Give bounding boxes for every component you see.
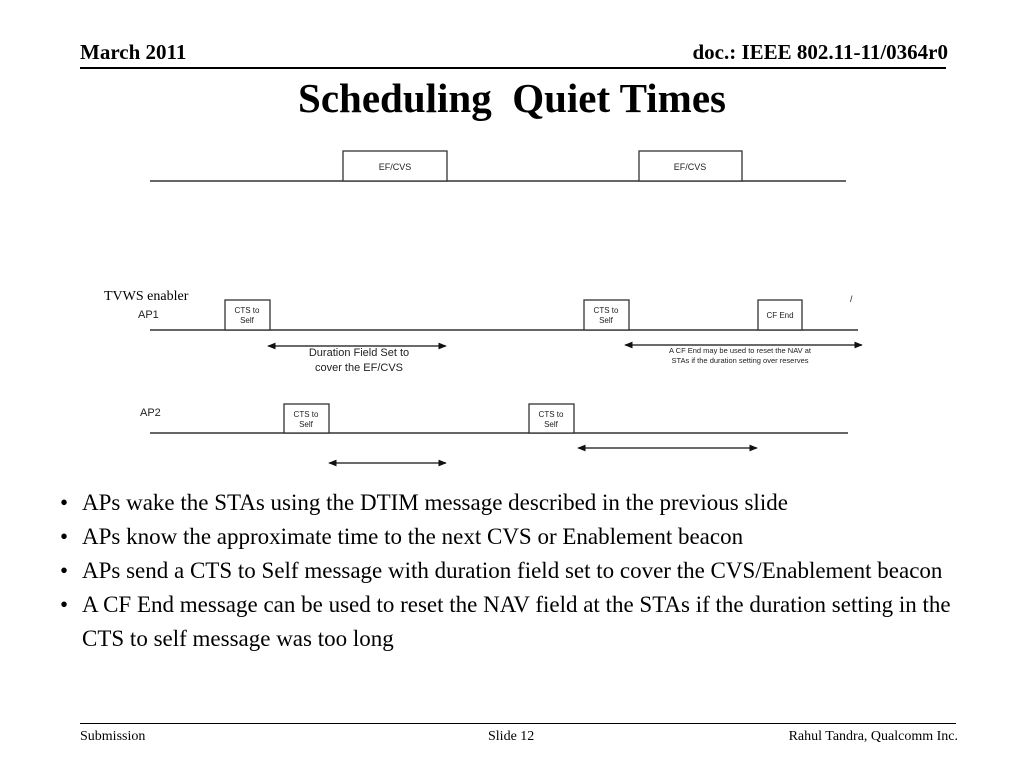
bullet-list bbox=[60, 486, 980, 656]
bullet-item bbox=[60, 554, 980, 588]
tvws-enabler-label: TVWS enabler bbox=[104, 289, 189, 304]
ap2-label: AP2 bbox=[140, 407, 161, 419]
svg-text:CTS to: CTS to bbox=[538, 410, 564, 419]
slide-number: Slide 12 bbox=[488, 729, 535, 744]
cf-end-note-line2: STAs if the duration setting over reserves bbox=[671, 356, 809, 365]
footer-author: Rahul Tandra, Qualcomm Inc. bbox=[788, 729, 958, 744]
svg-text:CTS to: CTS to bbox=[293, 410, 319, 419]
svg-text:Self: Self bbox=[544, 420, 558, 429]
ef-cvs-block bbox=[343, 151, 447, 181]
svg-text:Self: Self bbox=[599, 316, 613, 325]
ap1-tick-mark: / bbox=[850, 294, 853, 304]
bullet-item bbox=[60, 520, 980, 554]
ap1-cf-end-block bbox=[758, 300, 802, 330]
bullet-item bbox=[60, 486, 980, 520]
ef-cvs-block bbox=[639, 151, 742, 181]
svg-text:EF/CVS: EF/CVS bbox=[378, 162, 412, 172]
ap2-cts-block bbox=[529, 404, 574, 433]
ap1-label: AP1 bbox=[138, 309, 159, 321]
bullet-text: APs know the approximate time to the next CVS or Enablement beacon bbox=[82, 524, 744, 549]
ap2-cts-block bbox=[284, 404, 329, 433]
header-date: March 2011 bbox=[80, 40, 187, 64]
footer-submission: Submission bbox=[80, 729, 146, 744]
header-doc-id: doc.: IEEE 802.11-11/0364r0 bbox=[692, 40, 948, 64]
bullet-marker: • bbox=[60, 490, 69, 515]
svg-text:CTS to: CTS to bbox=[593, 306, 619, 315]
slide-title: Scheduling Quiet Times bbox=[298, 75, 726, 121]
svg-text:EF/CVS: EF/CVS bbox=[673, 162, 707, 172]
cf-end-note-line1: A CF End may be used to reset the NAV at bbox=[668, 346, 812, 355]
footer-rule bbox=[80, 723, 956, 724]
bullet-marker: • bbox=[60, 524, 69, 549]
bullet-text: APs send a CTS to Self message with duration field set to cover the CVS/Enablement beacon bbox=[82, 558, 943, 583]
bullet-marker: • bbox=[60, 592, 69, 617]
ap1-cts-block bbox=[225, 300, 270, 330]
bullet-marker: • bbox=[60, 558, 69, 583]
svg-text:CTS to: CTS to bbox=[234, 306, 260, 315]
svg-text:CF End: CF End bbox=[766, 311, 794, 320]
duration-note-line2: cover the EF/CVS bbox=[314, 362, 404, 374]
bullet-item bbox=[60, 588, 980, 656]
ap1-cts-block bbox=[584, 300, 629, 330]
duration-note-line1: Duration Field Set to bbox=[308, 347, 410, 359]
svg-text:Self: Self bbox=[299, 420, 313, 429]
svg-text:Self: Self bbox=[240, 316, 254, 325]
bullet-text: A CF End message can be used to reset the NAV field at the STAs if the duration setting in the CTS to self message was too long bbox=[82, 592, 951, 651]
bullet-text: APs wake the STAs using the DTIM message described in the previous slide bbox=[82, 490, 788, 515]
